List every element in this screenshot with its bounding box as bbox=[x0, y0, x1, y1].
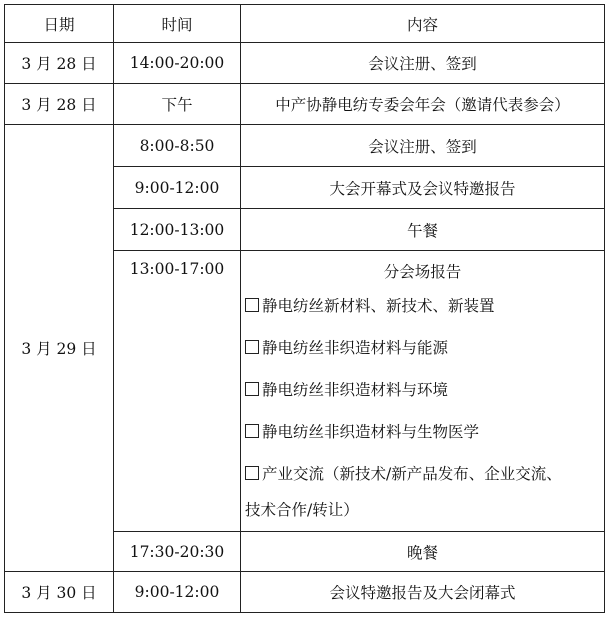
date-cell: 3 月 28 日 bbox=[5, 84, 114, 125]
content-cell: 大会开幕式及会议特邀报告 bbox=[241, 167, 605, 209]
header-content: 内容 bbox=[241, 5, 605, 43]
session-item-label: 产业交流（新技术/新产品发布、企业交流、 bbox=[262, 465, 562, 483]
table-row bbox=[5, 84, 605, 125]
time-cell: 9:00-12:00 bbox=[114, 167, 241, 209]
session-item bbox=[241, 327, 604, 369]
session-item bbox=[241, 369, 604, 411]
time-cell: 13:00-17:00 bbox=[114, 251, 241, 532]
checkbox-icon bbox=[245, 298, 259, 312]
session-item-label: 静电纺丝非织造材料与生物医学 bbox=[262, 423, 480, 441]
time-cell: 12:00-13:00 bbox=[114, 209, 241, 251]
checkbox-icon bbox=[245, 382, 259, 396]
header-time: 时间 bbox=[114, 5, 241, 43]
session-item-continuation: 技术合作/转让） bbox=[245, 501, 359, 519]
time-cell: 17:30-20:30 bbox=[114, 532, 241, 572]
date-cell: 3 月 28 日 bbox=[5, 43, 114, 84]
session-item-label: 静电纺丝新材料、新技术、新装置 bbox=[262, 297, 495, 315]
session-item bbox=[241, 411, 604, 453]
session-item bbox=[241, 453, 604, 495]
session-item-label: 静电纺丝非织造材料与环境 bbox=[262, 381, 449, 399]
table-row bbox=[5, 43, 605, 84]
header-date: 日期 bbox=[5, 5, 114, 43]
date-cell-merged: 3 月 29 日 bbox=[5, 125, 114, 572]
content-cell: 午餐 bbox=[241, 209, 605, 251]
content-cell: 会议特邀报告及大会闭幕式 bbox=[241, 572, 605, 613]
content-cell: 会议注册、签到 bbox=[241, 43, 605, 84]
time-cell: 8:00-8:50 bbox=[114, 125, 241, 167]
content-cell: 晚餐 bbox=[241, 532, 605, 572]
content-cell: 中产协静电纺专委会年会（邀请代表参会） bbox=[241, 84, 605, 125]
date-cell: 3 月 30 日 bbox=[5, 572, 114, 613]
checkbox-icon bbox=[245, 424, 259, 438]
table-row bbox=[5, 125, 605, 167]
header-row bbox=[5, 5, 605, 43]
schedule-table bbox=[4, 4, 605, 613]
session-item-label: 静电纺丝非织造材料与能源 bbox=[262, 339, 449, 357]
table-row bbox=[5, 572, 605, 613]
time-cell: 下午 bbox=[114, 84, 241, 125]
session-title: 分会场报告 bbox=[383, 263, 462, 281]
checkbox-icon bbox=[245, 340, 259, 354]
content-cell: 会议注册、签到 bbox=[241, 125, 605, 167]
session-cell bbox=[241, 251, 605, 532]
checkbox-icon bbox=[245, 466, 259, 480]
time-cell: 9:00-12:00 bbox=[114, 572, 241, 613]
session-item bbox=[241, 285, 604, 327]
time-cell: 14:00-20:00 bbox=[114, 43, 241, 84]
